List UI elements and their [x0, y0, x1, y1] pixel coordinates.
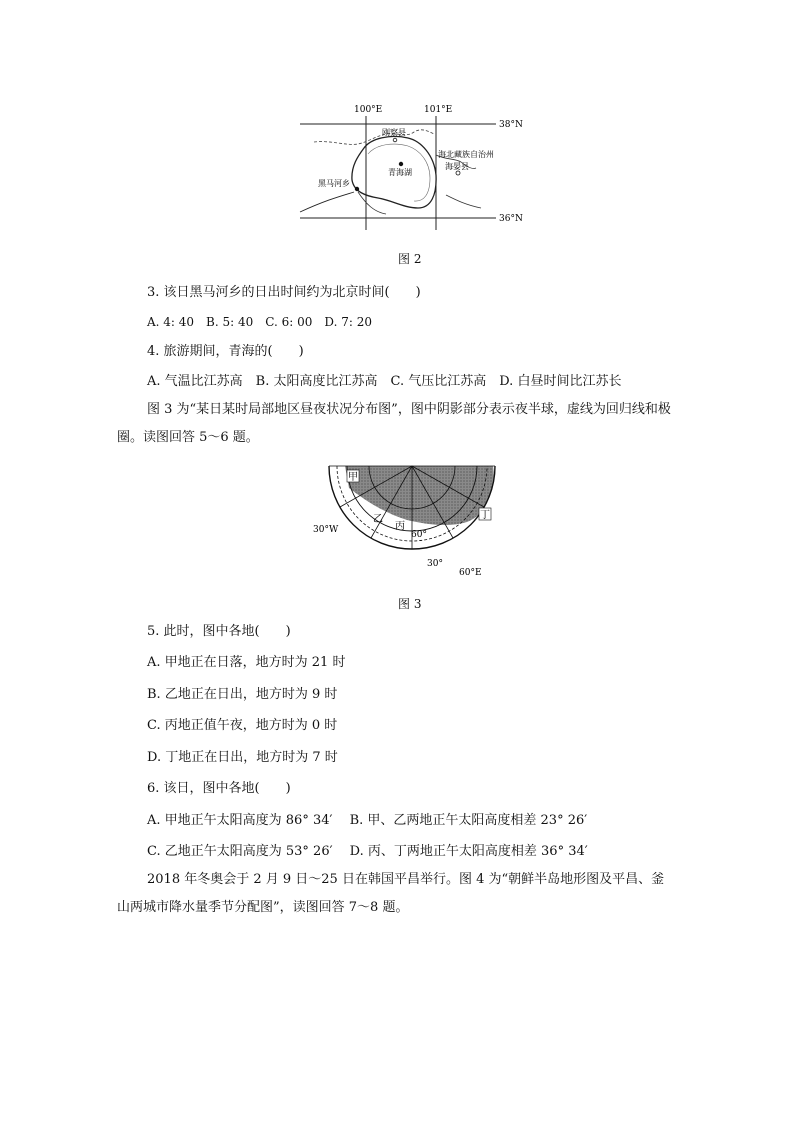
boundary-line — [314, 130, 434, 145]
lat-label-38n: 38°N — [499, 120, 523, 130]
label-haibei: 海北藏族自治州 — [438, 150, 494, 159]
question-5-option-a: A. 甲地正在日落，地方时为 21 时 — [147, 655, 346, 670]
gangcha-dot — [393, 138, 397, 142]
night-hemisphere-shading — [345, 466, 494, 525]
lat-label-36n: 36°N — [499, 214, 523, 224]
lon-label-101e: 101°E — [424, 105, 453, 115]
label-30: 30° — [427, 559, 443, 569]
label-lake: 青海湖 — [388, 168, 412, 177]
intro-5-6: 图 3 为“某日某时局部地区昼夜状况分布图”，图中阴影部分表示夜半球，虚线为回归线和极圈。读图回答 5～6 题。 — [117, 402, 671, 445]
lon-label-100e: 100°E — [354, 105, 383, 115]
figure-2-map — [296, 100, 536, 235]
intro-7-8: 2018 年冬奥会于 2 月 9 日～25 日在韩国平昌举行。图 4 为“朝鲜半岛地形图及平昌、釜山两城市降水量季节分配图”，读图回答 7～8 题。 — [117, 872, 665, 915]
question-5-option-c: C. 丙地正值午夜，地方时为 0 时 — [147, 718, 338, 733]
question-3-stem: 3. 该日黑马河乡的日出时间约为北京时间( ) — [147, 285, 421, 300]
label-heimahe: 黑马河乡 — [318, 179, 350, 188]
question-5-option-b: B. 乙地正在日出，地方时为 9 时 — [147, 687, 338, 702]
question-4-options: A. 气温比江苏高 B. 太阳高度比江苏高 C. 气压比江苏高 D. 白昼时间比江苏长 — [147, 374, 622, 389]
road-line — [358, 192, 386, 214]
label-bing: 丙 — [395, 521, 405, 532]
figure-2-caption: 图 2 — [398, 252, 422, 266]
label-ding: 丁 — [480, 510, 490, 521]
heimahe-dot — [355, 187, 359, 191]
label-yi: 乙 — [373, 514, 383, 525]
haiyan-dot — [456, 171, 460, 175]
road-line — [300, 192, 354, 212]
label-gangcha: 刚察县 — [382, 128, 406, 137]
question-4-stem: 4. 旅游期间，青海的( ) — [147, 344, 304, 359]
label-60e: 60°E — [459, 568, 482, 578]
river-line — [446, 195, 481, 208]
question-3-options: A. 4: 40 B. 5: 40 C. 6: 00 D. 7: 20 — [147, 315, 372, 329]
label-haiyan: 海晏县 — [445, 162, 469, 171]
question-5-stem: 5. 此时，图中各地( ) — [147, 624, 291, 639]
label-jia: 甲 — [348, 472, 358, 483]
label-30w: 30°W — [313, 525, 339, 535]
figure-3-caption: 图 3 — [398, 597, 422, 611]
figure-3-day-night-map — [307, 462, 517, 582]
question-6-options-cd: C. 乙地正午太阳高度为 53° 26′ D. 丙、丁两地正午太阳高度相差 36° 34′ — [147, 844, 588, 859]
lake-center-dot — [399, 162, 403, 166]
question-6-options-ab: A. 甲地正午太阳高度为 86° 34′ B. 甲、乙两地正午太阳高度相差 23° 26′ — [147, 813, 588, 828]
label-60: 60° — [411, 530, 427, 540]
question-6-stem: 6. 该日，图中各地( ) — [147, 781, 291, 796]
question-5-option-d: D. 丁地正在日出，地方时为 7 时 — [147, 750, 338, 765]
